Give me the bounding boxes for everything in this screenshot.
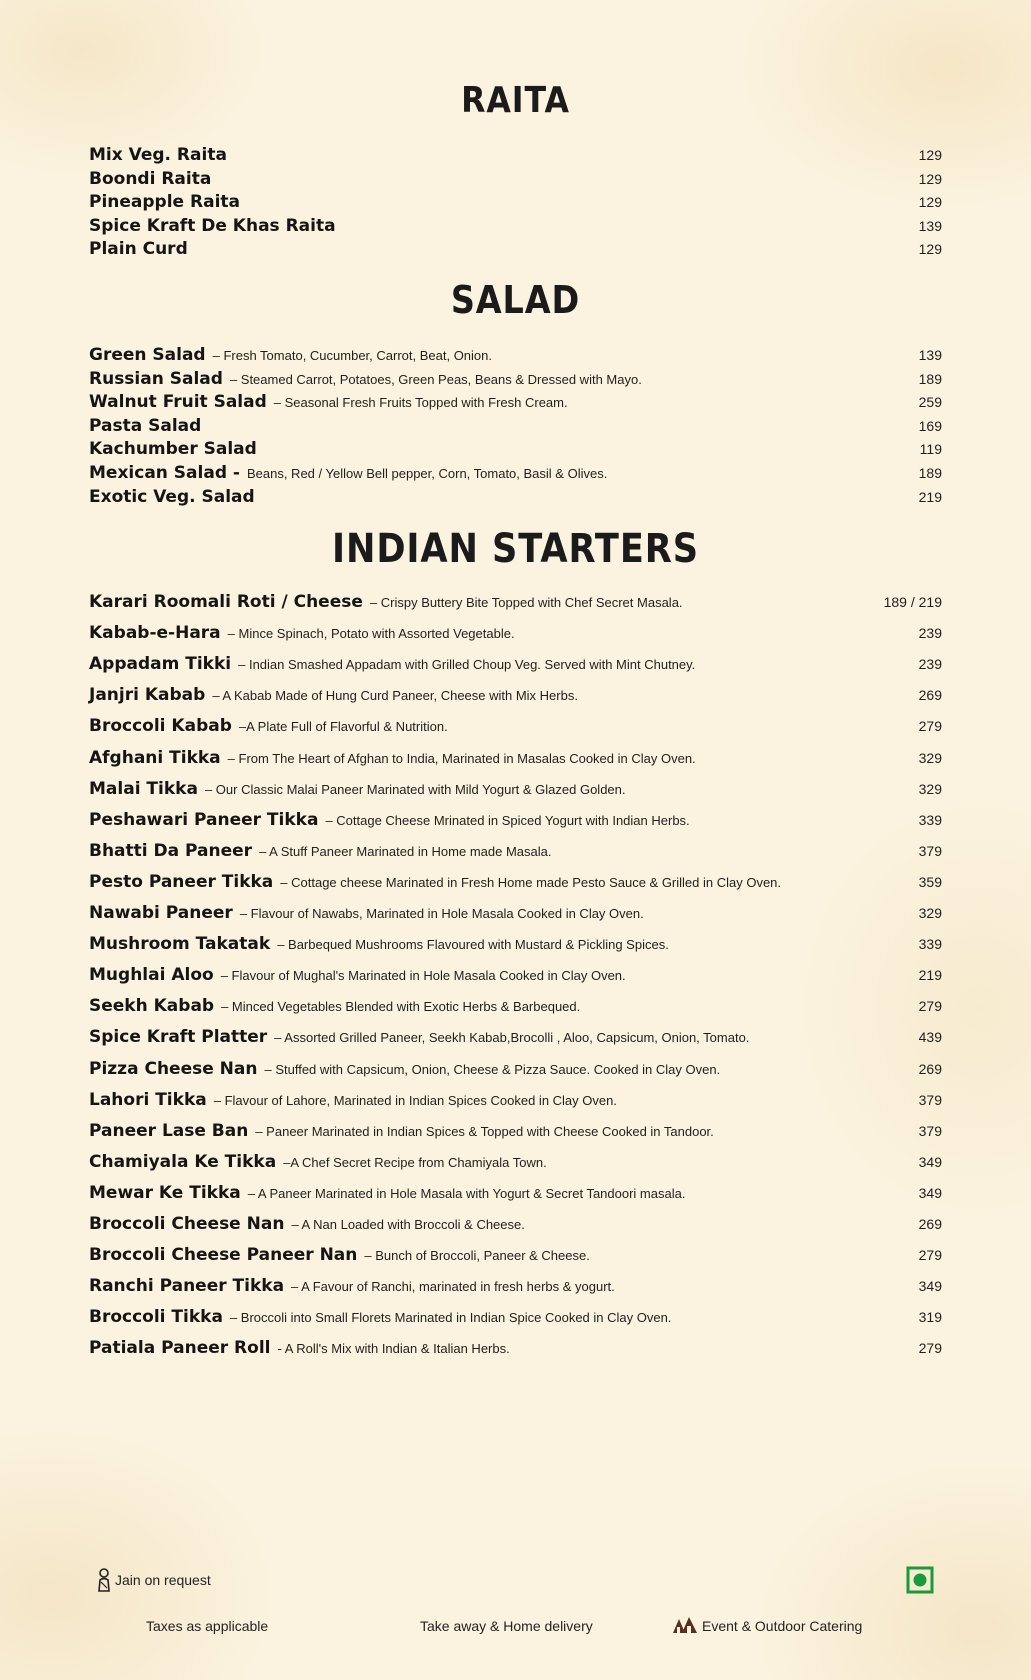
menu-item	[89, 872, 942, 892]
item-price: 359	[918, 873, 942, 890]
person-icon	[96, 1568, 112, 1592]
item-price: 129	[918, 147, 942, 163]
item-description: – Flavour of Nawabs, Marinated in Hole Masala Cooked in Clay Oven.	[239, 906, 644, 921]
menu-item	[89, 1276, 942, 1296]
item-description: – From The Heart of Afghan to India, Marinated in Masalas Cooked in Clay Oven.	[227, 750, 696, 766]
item-name: Plain Curd	[89, 239, 188, 259]
item-price: 349	[918, 1184, 942, 1201]
item-description: Beans, Red / Yellow Bell pepper, Corn, Tomato, Basil & Olives.	[246, 466, 608, 481]
item-name: Spice Kraft Platter	[89, 1027, 268, 1048]
menu-item	[89, 841, 942, 861]
item-description: – A Nan Loaded with Broccoli & Cheese.	[291, 1217, 525, 1232]
taxes-note: Taxes as applicable	[146, 1618, 269, 1634]
item-price: 379	[918, 1122, 942, 1139]
item-description: – A Stuff Paneer Marinated in Home made Masala.	[259, 843, 552, 859]
item-name: Afghani Tikka	[89, 747, 221, 768]
menu-item	[89, 810, 942, 830]
section-title-indian-starters: INDIAN STARTERS	[332, 526, 699, 572]
item-name: Seekh Kabab	[89, 996, 215, 1017]
item-name: Kachumber Salad	[89, 439, 257, 460]
item-price: 339	[918, 936, 942, 953]
item-price: 269	[918, 687, 942, 704]
item-name: Appadam Tikki	[89, 654, 232, 675]
item-price: 349	[918, 1153, 942, 1170]
menu-item	[89, 1090, 942, 1110]
item-name: Boondi Raita	[89, 168, 212, 189]
item-name: Green Salad	[89, 345, 206, 365]
item-description: – Seasonal Fresh Fruits Topped with Fresh Cream.	[273, 395, 568, 411]
item-price: 279	[918, 1340, 942, 1357]
item-description: – Broccoli into Small Florets Marinated in Indian Spice Cooked in Clay Oven.	[229, 1310, 672, 1326]
item-price: 269	[918, 1216, 942, 1232]
item-name: Pizza Cheese Nan	[89, 1058, 258, 1079]
menu-item	[89, 416, 942, 436]
event-catering-note: Event & Outdoor Catering	[702, 1618, 863, 1634]
takeaway-note: Take away & Home delivery	[420, 1618, 593, 1634]
menu-item	[89, 1059, 942, 1079]
item-price: 239	[918, 656, 942, 673]
item-name: Chamiyala Ke Tikka	[89, 1151, 277, 1172]
menu-item	[89, 392, 942, 412]
menu-item	[89, 439, 942, 459]
menu-item	[89, 216, 942, 236]
item-name: Janjri Kabab	[89, 685, 206, 706]
item-name: Pasta Salad	[89, 415, 202, 436]
item-name: Broccoli Cheese Paneer Nan	[89, 1245, 358, 1266]
item-description: – Assorted Grilled Paneer, Seekh Kabab,Brocolli , Aloo, Capsicum, Onion, Tomato.	[274, 1030, 750, 1046]
veg-symbol-icon	[906, 1566, 934, 1594]
menu-item	[89, 685, 942, 705]
menu-item	[89, 239, 942, 259]
menu-item	[89, 779, 942, 799]
menu-item	[89, 996, 942, 1016]
menu-item	[89, 1338, 942, 1358]
item-description: – Cottage Cheese Mrinated in Spiced Yogurt with Indian Herbs.	[325, 812, 690, 828]
item-price: 189	[918, 465, 942, 481]
menu-item	[89, 463, 942, 483]
menu-item	[89, 748, 942, 768]
item-name: Mexican Salad -	[89, 463, 240, 483]
item-price: 329	[918, 780, 942, 797]
item-name: Exotic Veg. Salad	[89, 486, 255, 507]
item-name: Malai Tikka	[89, 778, 198, 799]
item-price: 189	[918, 370, 942, 387]
item-price: 259	[918, 394, 942, 411]
item-description: –A Chef Secret Recipe from Chamiyala Town.	[283, 1154, 547, 1170]
item-name: Peshawari Paneer Tikka	[89, 809, 319, 830]
menu-item	[89, 965, 942, 985]
item-name: Pesto Paneer Tikka	[89, 871, 274, 892]
item-price: 439	[918, 1029, 942, 1046]
item-price: 129	[918, 170, 942, 187]
menu-item	[89, 1121, 942, 1141]
item-name: Karari Roomali Roti / Cheese	[89, 592, 363, 612]
menu-item	[89, 716, 942, 736]
item-price: 279	[918, 998, 942, 1015]
menu-item	[89, 145, 942, 165]
item-name: Patiala Paneer Roll	[89, 1338, 271, 1359]
item-description: – Flavour of Lahore, Marinated in Indian Spices Cooked in Clay Oven.	[213, 1092, 617, 1108]
item-price: 129	[918, 194, 942, 210]
item-description: – Fresh Tomato, Cucumber, Carrot, Beat, Onion.	[212, 348, 492, 363]
item-price: 279	[918, 1247, 942, 1264]
item-price: 139	[918, 347, 942, 363]
item-name: Kabab-e-Hara	[89, 623, 221, 644]
item-price: 219	[918, 967, 942, 984]
item-name: Spice Kraft De Khas Raita	[89, 215, 336, 236]
item-price: 279	[918, 718, 942, 735]
item-name: Broccoli Cheese Nan	[89, 1214, 285, 1234]
item-price: 379	[918, 842, 942, 859]
item-name: Lahori Tikka	[89, 1089, 207, 1110]
menu-item	[89, 903, 942, 923]
item-description: – Paneer Marinated in Indian Spices & Topped with Cheese Cooked in Tandoor.	[255, 1123, 714, 1139]
menu-item	[89, 1183, 942, 1203]
item-description: – A Favour of Ranchi, marinated in fresh herbs & yogurt.	[291, 1279, 615, 1295]
item-name: Bhatti Da Paneer	[89, 840, 253, 861]
item-name: Mix Veg. Raita	[89, 145, 227, 165]
item-price: 169	[918, 417, 942, 434]
menu-item	[89, 345, 942, 365]
menu-item	[89, 1307, 942, 1327]
item-price: 319	[918, 1309, 942, 1326]
menu-item	[89, 654, 942, 674]
menu-item	[89, 592, 942, 612]
item-description: – Flavour of Mughal's Marinated in Hole Masala Cooked in Clay Oven.	[220, 968, 626, 984]
menu-item	[89, 1214, 942, 1234]
item-description: – A Kabab Made of Hung Curd Paneer, Cheese with Mix Herbs.	[212, 688, 578, 704]
item-description: – Mince Spinach, Potato with Assorted Vegetable.	[227, 626, 515, 642]
item-description: – Steamed Carrot, Potatoes, Green Peas, Beans & Dressed with Mayo.	[229, 371, 642, 387]
item-name: Pineapple Raita	[89, 192, 240, 212]
item-description: – Crispy Buttery Bite Topped with Chef Secret Masala.	[369, 595, 683, 610]
menu-item	[89, 169, 942, 189]
catering-icon	[672, 1616, 698, 1634]
item-price: 349	[918, 1278, 942, 1295]
item-description: – Indian Smashed Appadam with Grilled Choup Veg. Served with Mint Chutney.	[238, 657, 696, 673]
menu-item	[89, 1027, 942, 1047]
item-name: Paneer Lase Ban	[89, 1120, 249, 1141]
item-name: Walnut Fruit Salad	[89, 392, 267, 413]
menu-item	[89, 369, 942, 389]
section-title-raita: RAITA	[461, 80, 570, 121]
item-name: Mewar Ke Tikka	[89, 1182, 241, 1203]
item-description: – Barbequed Mushrooms Flavoured with Mustard & Pickling Spices.	[277, 937, 669, 953]
item-name: Russian Salad	[89, 368, 223, 389]
item-description: – Our Classic Malai Paneer Marinated with Mild Yogurt & Glazed Golden.	[204, 781, 626, 797]
menu-item	[89, 623, 942, 643]
menu-item	[89, 192, 942, 212]
item-name: Mughlai Aloo	[89, 965, 214, 986]
item-price: 339	[918, 811, 942, 828]
item-description: – Cottage cheese Marinated in Fresh Home made Pesto Sauce & Grilled in Clay Oven.	[280, 874, 782, 890]
menu-item	[89, 934, 942, 954]
item-price: 329	[918, 905, 942, 921]
item-description: – Bunch of Broccoli, Paneer & Cheese.	[364, 1248, 590, 1264]
item-price: 119	[919, 441, 942, 458]
jain-on-request-note: Jain on request	[115, 1572, 211, 1588]
item-name: Broccoli Kabab	[89, 716, 232, 737]
item-price: 329	[918, 749, 942, 766]
section-title-salad: SALAD	[450, 278, 581, 322]
item-description: –A Plate Full of Flavorful & Nutrition.	[238, 719, 448, 735]
menu-item	[89, 1152, 942, 1172]
item-description: – Stuffed with Capsicum, Onion, Cheese & Pizza Sauce. Cooked in Clay Oven.	[264, 1061, 721, 1077]
item-price: 139	[918, 217, 942, 234]
item-price: 129	[918, 241, 942, 257]
item-name: Broccoli Tikka	[89, 1307, 223, 1328]
item-description: – A Paneer Marinated in Hole Masala with Yogurt & Secret Tandoori masala.	[247, 1185, 686, 1201]
item-price: 189 / 219	[883, 594, 942, 610]
item-description: - A Roll's Mix with Indian & Italian Herbs.	[277, 1341, 510, 1357]
menu-item	[89, 1245, 942, 1265]
menu-item	[89, 487, 942, 507]
item-name: Ranchi Paneer Tikka	[89, 1276, 285, 1297]
item-price: 379	[918, 1091, 942, 1108]
item-price: 239	[918, 625, 942, 642]
item-price: 269	[918, 1060, 942, 1077]
item-name: Mushroom Takatak	[89, 934, 271, 955]
item-description: – Minced Vegetables Blended with Exotic Herbs & Barbequed.	[221, 999, 581, 1015]
item-name: Nawabi Paneer	[89, 903, 233, 923]
item-price: 219	[918, 488, 942, 505]
